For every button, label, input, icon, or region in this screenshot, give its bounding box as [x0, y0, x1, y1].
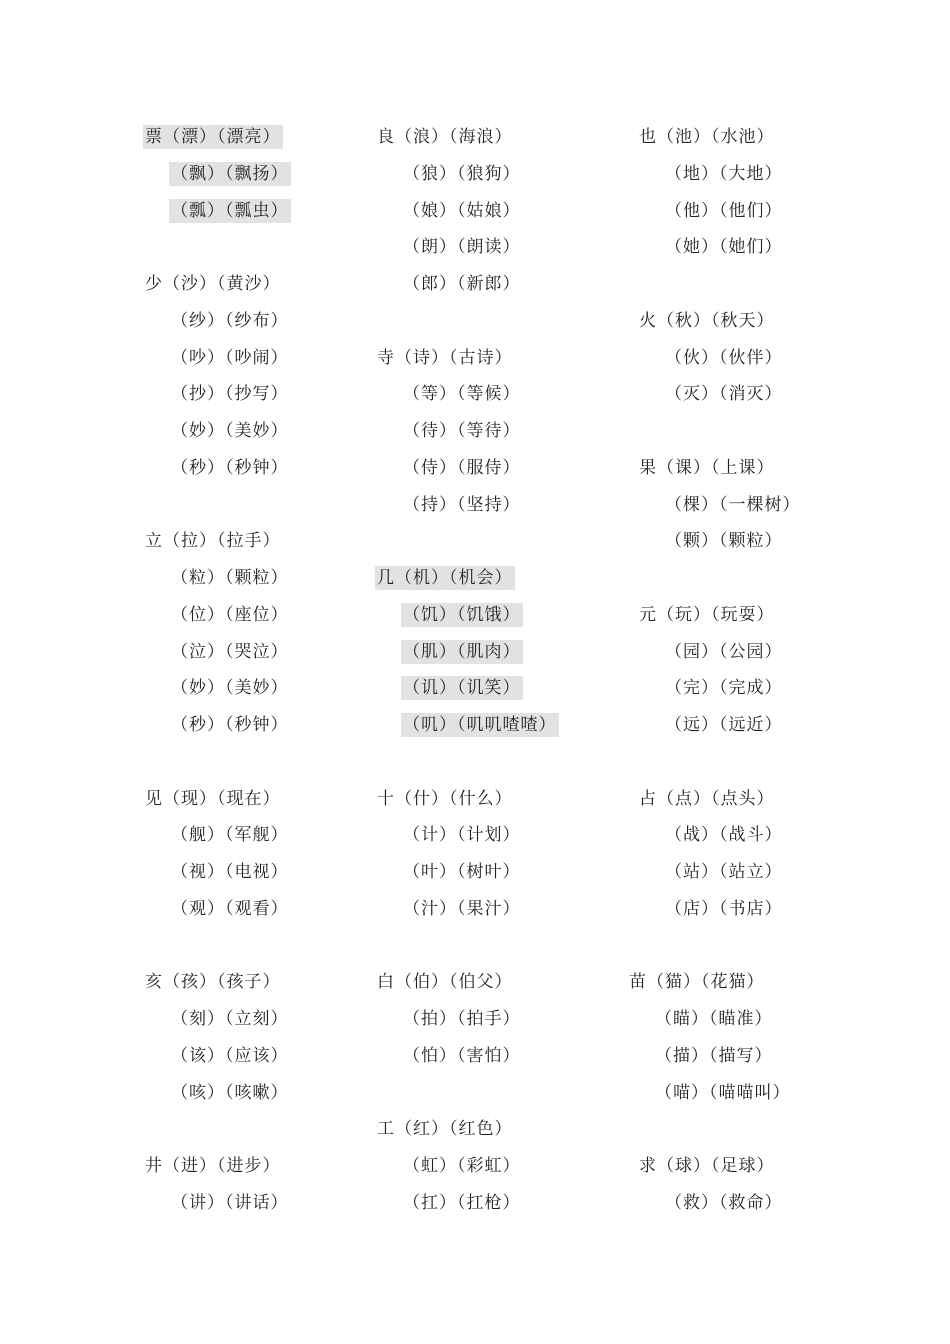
word-entry: （抄）（抄写） — [171, 384, 289, 405]
word-entry: （描）（描写） — [655, 1045, 773, 1066]
word-entry: （秒）（秒钟） — [171, 715, 289, 735]
word-entry: （计）（计划） — [403, 825, 521, 846]
word-entry: （泣）（哭泣） — [171, 641, 289, 662]
word-entry: 苗（猫）（花猫） — [629, 972, 765, 993]
word-entry: （待）（等待） — [403, 421, 521, 441]
word-entry: （叶）（树叶） — [403, 862, 521, 882]
word-entry: 亥（孩）（孩子） — [145, 972, 281, 993]
word-entry: （纱）（纱布） — [171, 310, 289, 331]
word-entry: （郎）（新郎） — [403, 274, 521, 294]
word-entry: （妙）（美妙） — [171, 678, 289, 699]
word-entry: （妙）（美妙） — [171, 421, 289, 441]
word-entry: 求（球）（足球） — [639, 1156, 775, 1176]
word-entry: （侍）（服侍） — [403, 457, 521, 478]
word-entry: （舰）（军舰） — [171, 825, 289, 846]
word-entry: 果（课）（上课） — [639, 457, 775, 478]
word-entry: 良（浪）（海浪） — [377, 127, 513, 147]
word-entry: （咳）（咳嗽） — [171, 1082, 289, 1103]
word-entry: （拍）（拍手） — [403, 1009, 521, 1029]
word-entry: （肌）（肌肉） — [403, 641, 521, 662]
word-entry: （伙）（伙伴） — [665, 347, 783, 368]
word-entry: （飘）（飘扬） — [171, 163, 289, 184]
word-entry: （朗）（朗读） — [403, 237, 521, 258]
word-entry: （等）（等候） — [403, 384, 521, 405]
word-entry: 也（池）（水池） — [639, 127, 775, 147]
word-entry: （狼）（狼狗） — [403, 163, 521, 184]
word-entry: 票（漂）（漂亮） — [145, 127, 281, 147]
word-entry: 元（玩）（玩耍） — [639, 604, 775, 625]
word-entry: （位）（座位） — [171, 604, 289, 625]
word-entry: 几（机）（机会） — [377, 568, 513, 588]
column-right — [629, 0, 937, 1344]
word-entry: （持）（坚持） — [403, 494, 521, 515]
word-entry: （店）（书店） — [665, 898, 783, 919]
word-entry: （战）（战斗） — [665, 825, 783, 846]
word-entry: （讲）（讲话） — [171, 1192, 289, 1213]
word-entry: （站）（站立） — [665, 862, 783, 882]
word-entry: 立（拉）（拉手） — [145, 531, 281, 552]
word-entry: （秒）（秒钟） — [171, 457, 289, 478]
word-entry: （远）（远近） — [665, 715, 783, 735]
word-entry: （颗）（颗粒） — [665, 531, 783, 552]
word-entry: 少（沙）（黄沙） — [145, 274, 281, 294]
word-entry: 占（点）（点头） — [639, 788, 775, 809]
word-entry: （吵）（吵闹） — [171, 347, 289, 368]
word-entry: 十（什）（什么） — [377, 788, 513, 809]
word-entry: 寺（诗）（古诗） — [377, 347, 513, 368]
word-entry: （视）（电视） — [171, 862, 289, 882]
word-entry: （虹）（彩虹） — [403, 1156, 521, 1176]
word-entry: （救）（救命） — [665, 1192, 783, 1213]
word-entry: （地）（大地） — [665, 163, 783, 184]
word-entry: （他）（他们） — [665, 200, 783, 221]
word-entry: （讥）（讥笑） — [403, 678, 521, 699]
word-entry: （叽）（叽叽喳喳） — [403, 715, 557, 735]
word-entry: （她）（她们） — [665, 237, 783, 258]
word-entry: （娘）（姑娘） — [403, 200, 521, 221]
word-entry: （该）（应该） — [171, 1045, 289, 1066]
word-entry: 白（伯）（伯父） — [377, 972, 513, 993]
word-entry: （瞄）（瞄准） — [655, 1009, 773, 1029]
word-entry: （饥）（饥饿） — [403, 604, 521, 625]
word-entry: （喵）（喵喵叫） — [655, 1082, 791, 1103]
word-entry: 工（红）（红色） — [377, 1119, 513, 1140]
word-entry: （园）（公园） — [665, 641, 783, 662]
column-middle — [375, 0, 675, 1344]
word-entry: 见（现）（现在） — [145, 788, 281, 809]
word-entry: （怕）（害怕） — [403, 1045, 521, 1066]
word-entry: （刻）（立刻） — [171, 1009, 289, 1029]
word-entry: （扛）（扛枪） — [403, 1192, 521, 1213]
word-entry: （粒）（颗粒） — [171, 568, 289, 588]
word-entry: （灭）（消灭） — [665, 384, 783, 405]
word-entry: （棵）（一棵树） — [665, 494, 801, 515]
word-entry: 火（秋）（秋天） — [639, 310, 775, 331]
word-entry: （瓢）（瓢虫） — [171, 200, 289, 221]
word-entry: （完）（完成） — [665, 678, 783, 699]
word-entry: （汁）（果汁） — [403, 898, 521, 919]
word-entry: 井（进）（进步） — [145, 1156, 281, 1176]
word-entry: （观）（观看） — [171, 898, 289, 919]
